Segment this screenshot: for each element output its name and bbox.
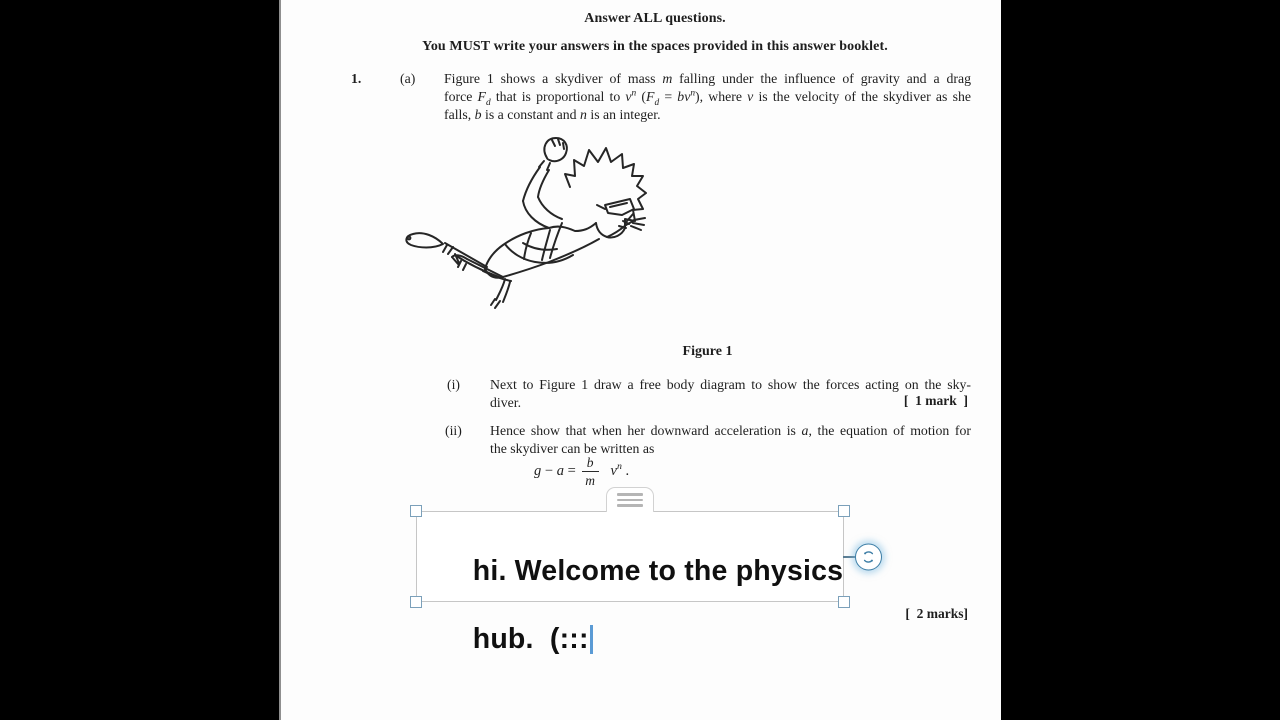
exam-paper-page (279, 0, 1001, 720)
part-a-label: (a) (400, 71, 416, 86)
instruction-header-1: Answer ALL questions. (584, 11, 726, 26)
rotate-handle[interactable] (855, 543, 882, 570)
drag-handle-lines-icon (617, 493, 643, 507)
sub-i-label: (i) (447, 377, 461, 392)
textbox-text[interactable] (424, 520, 843, 690)
figure-caption: Figure 1 (682, 344, 733, 359)
equation-lhs: g − a = (534, 463, 576, 479)
sub-ii-line2: the skydiver can be written as (490, 441, 655, 456)
sub-i-line2: diver. (490, 395, 522, 410)
resize-handle-top-right[interactable] (838, 505, 850, 517)
instruction-header-2: You MUST write your answers in the spaces provided in this answer booklet. (422, 39, 888, 54)
rotate-icon (860, 548, 877, 565)
equation-rhs: $v^n$ . (610, 461, 630, 479)
part-a-text-line3: falls, b is a constant and n is an integer. (444, 107, 661, 122)
sub-i-marks: [ 1 mark ] (903, 393, 968, 408)
part-a-text-line2: force $F_d$ that is proportional to $v^n$ $(F_d = bv^n)$, where v is the velocity of the skydiver as she (444, 88, 971, 108)
textbox-drag-handle[interactable] (606, 487, 654, 512)
equation-fraction (582, 455, 599, 488)
equation-of-motion (534, 455, 629, 488)
text-cursor (590, 625, 593, 654)
rotate-handle-connector (843, 556, 855, 558)
textbox-text-line2: hub. (::: (472, 623, 589, 655)
sub-ii-line1: Hence show that when her downward acceleration is a, the equation of motion for (490, 423, 971, 438)
sub-i-line1: Next to Figure 1 draw a free body diagram to show the forces acting on the sky- (490, 377, 971, 392)
part-a-text-line1: Figure 1 shows a skydiver of mass m falling under the influence of gravity and a drag (444, 71, 971, 86)
question-number: 1. (351, 71, 362, 86)
sub-ii-marks: [ 2 marks] (905, 606, 968, 621)
textbox-text-line1: hi. Welcome to the physics (472, 555, 844, 587)
sub-ii-label: (ii) (445, 423, 462, 438)
skydiver-illustration (398, 130, 656, 314)
resize-handle-bottom-left[interactable] (410, 596, 422, 608)
overlay-textbox[interactable] (416, 511, 844, 655)
resize-handle-top-left[interactable] (410, 505, 422, 517)
fraction-denominator: m (585, 473, 595, 488)
fraction-numerator: b (582, 455, 599, 472)
